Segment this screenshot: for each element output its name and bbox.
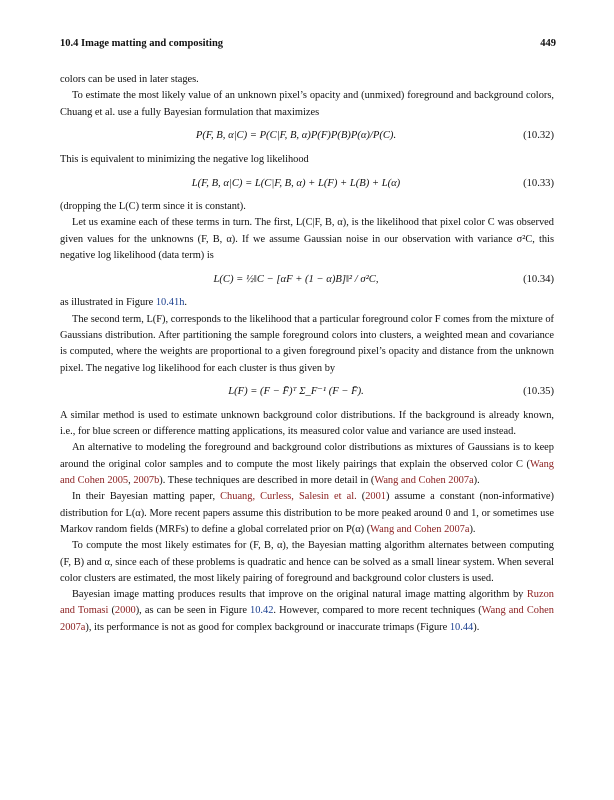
equation-10-34: [60, 264, 554, 295]
text-run: . However, compared to more recent techniques (: [273, 605, 482, 617]
equation-10-35: [60, 377, 554, 408]
paragraph: A similar method is used to estimate unknown background color distributions. If the background is already known, i.e., for blue screen or difference matting applications, its measured color value and variance are used instead.: [60, 409, 554, 438]
text-run: (: [108, 605, 115, 617]
equation-number: (10.33): [523, 177, 554, 189]
paragraph: (dropping the L(C) term since it is constant).: [60, 201, 246, 213]
text-run: ), its performance is not as good for complex background or inaccurate trimaps (Figure: [85, 621, 450, 633]
figure-link[interactable]: 10.42: [250, 605, 274, 617]
citation-link[interactable]: Wang and Cohen 2005: [60, 458, 554, 487]
text-run: as illustrated in Figure: [60, 297, 156, 309]
equation-body: P(F, B, α|C) = P(C|F, B, α)P(F)P(B)P(α)/P(C).: [195, 130, 397, 142]
equation-body: L(C) = ½‖C − [αF + (1 − α)B]‖² / σ²C,: [213, 273, 379, 285]
citation-link[interactable]: Wang and Cohen 2007a: [374, 475, 474, 487]
paragraph: [60, 489, 554, 538]
text-run: .: [184, 297, 187, 309]
paragraph: This is equivalent to minimizing the negative log likelihood: [60, 153, 309, 165]
paragraph: Let us examine each of these terms in turn. The first, L(C|F, B, α), is the likelihood that pixel color C was observed given values for the unknowns (F, B, α). If we assume Gaussian noise in our observation with variance σ²C, this negative log likelihood (data term) is: [60, 217, 554, 262]
equation-10-32: [60, 121, 554, 152]
paragraph: The second term, L(F), corresponds to the likelihood that a particular foreground color F comes from the mixture of Gaussians distribution. After partitioning the sample foreground colors into clusters, a weighted mean and covariance is computed, where the weights are proportional to a given foreground pixel’s opacity and distance from the unknown pixel. The negative log likelihood for each cluster is thus given by: [60, 313, 554, 374]
citation-link[interactable]: Ruzon and Tomasi: [60, 589, 554, 617]
text-run: ).: [473, 621, 480, 633]
text-run: ).: [473, 475, 480, 487]
paragraph: colors can be used in later stages.: [60, 74, 199, 85]
equation-10-33: [60, 168, 554, 199]
citation-link[interactable]: Wang and Cohen 2007a: [370, 523, 470, 535]
equation-number: (10.35): [523, 386, 554, 398]
figure-link[interactable]: 10.41h: [155, 297, 185, 309]
text-run: ).: [469, 523, 476, 535]
text-run: In their Bayesian matting paper,: [72, 491, 221, 503]
section-title: 10.4 Image matting and compositing: [60, 38, 224, 49]
equation-number: (10.32): [523, 130, 554, 142]
equation-number: (10.34): [523, 273, 554, 285]
text-run: ). These techniques are described in more detail in (: [159, 475, 375, 487]
paragraph: [60, 587, 554, 636]
paragraph: [60, 440, 554, 489]
citation-link[interactable]: Wang and Cohen 2007a: [60, 605, 554, 633]
citation-link[interactable]: 2000: [114, 605, 136, 617]
paragraph: To compute the most likely estimates for (F, B, α), the Bayesian matting algorithm alternates between computing (F, B) and α, since each of these problems is quadratic and hence can be solved as a small linear system. When several color clusters are estimated, the most likely pairing of foreground and background color clusters is used.: [60, 540, 554, 584]
text-run: Bayesian image matting produces results that improve on the original natural image matting algorithm by: [72, 589, 527, 601]
page-number: 449: [540, 38, 556, 49]
text-run: (: [356, 491, 366, 503]
paragraph: To estimate the most likely value of an unknown pixel’s opacity and (unmixed) foreground and background colors, Chuang et al. use a fully Bayesian formulation that maximizes: [60, 90, 554, 118]
equation-body: L(F) = (F − F̄)ᵀ Σ_F⁻¹ (F − F̄).: [228, 386, 364, 398]
equation-body: L(F, B, α|C) = L(C|F, B, α) + L(F) + L(B) + L(α): [191, 177, 401, 189]
text-run: ), as can be seen in Figure: [135, 605, 251, 617]
citation-link[interactable]: 2001: [365, 491, 386, 503]
figure-link[interactable]: 10.44: [449, 621, 474, 633]
text-run: An alternative to modeling the foreground and background color distributions as mixtures of Gaussians is to keep around the original color samples and to compute the most likely pairings that explain the observed color C (: [60, 442, 554, 470]
text-run: ,: [128, 475, 134, 487]
citation-link[interactable]: 2007b: [133, 475, 160, 487]
body-text: [60, 72, 554, 636]
text-run: ) assume a constant (non-informative) distribution for L(α). More recent papers assume this distribution to be more peaked around 0 and 1, or sometimes use Markov random fields (MRFs) to define a global correlated prior on P(α) (: [60, 491, 554, 535]
running-header: [60, 38, 556, 49]
paragraph: [60, 295, 554, 311]
citation-link[interactable]: Chuang, Curless, Salesin et al.: [220, 491, 357, 503]
